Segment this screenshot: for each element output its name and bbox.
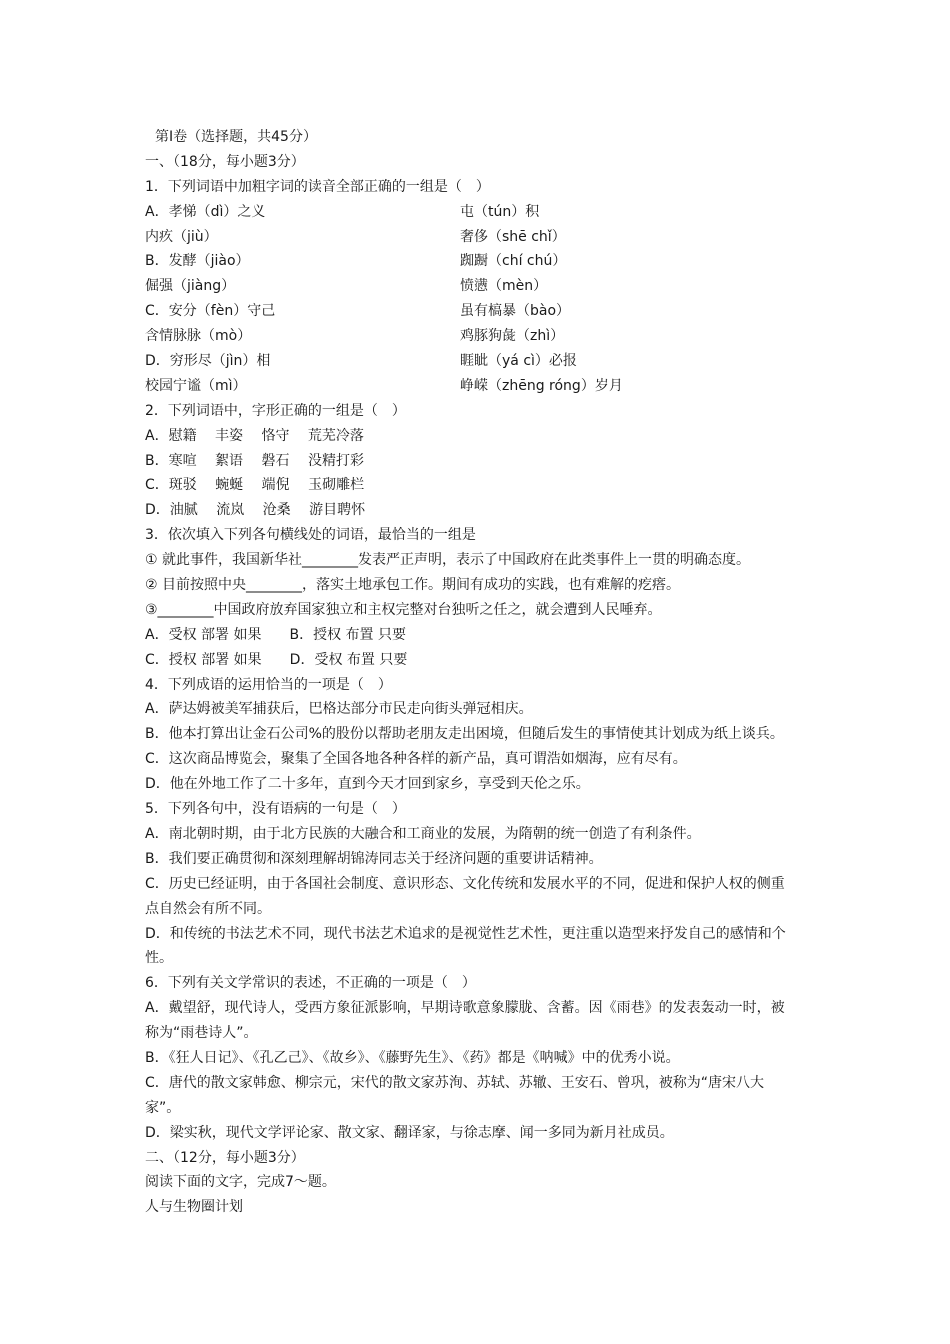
exam-content	[145, 125, 810, 1220]
q4-option: B．他本打算出让金石公司%的股份以帮助老朋友走出困境，但随后发生的事情使其计划成为纸上谈兵。	[145, 726, 784, 743]
q6-line: 称为“雨巷诗人”。	[145, 1025, 258, 1042]
q1-row	[145, 299, 810, 324]
q5-line: C．历史已经证明，由于各国社会制度、意识形态、文化传统和发展水平的不同，促进和保护人权的侧重	[145, 875, 785, 892]
reading-title: 人与生物圈计划	[145, 1199, 243, 1216]
q2-option: A．慰籍 丰姿 恪守 荒芜冷落	[145, 427, 364, 444]
q1-row-right: 峥嵘（zhēng róng）岁月	[460, 377, 623, 394]
q1-row-left: B．发酵（jiào）	[145, 253, 250, 270]
q3-option: C．授权 部署 如果 D．受权 布置 只要	[145, 651, 408, 668]
q3-stem: 3．依次填入下列各句横线处的词语，最恰当的一组是	[145, 527, 476, 544]
q1-row-left: 含情脉脉（mò）	[145, 328, 252, 345]
q1-row-right: 屯（tún）积	[460, 203, 540, 220]
q6-line: D．梁实秋，现代文学评论家、散文家、翻译家，与徐志摩、闻一多同为新月社成员。	[145, 1124, 674, 1141]
q6-stem: 6．下列有关文学常识的表述，不正确的一项是（ ）	[145, 975, 476, 992]
q6-line: B．《狂人日记》、《孔乙己》、《故乡》、《藤野先生》、《药》都是《呐喊》中的优秀小说。	[145, 1049, 680, 1066]
q4-stem: 4．下列成语的运用恰当的一项是（ ）	[145, 676, 392, 693]
q5-line: B．我们要正确贯彻和深刻理解胡锦涛同志关于经济问题的重要讲话精神。	[145, 850, 603, 867]
q1-row-left: C．安分（fèn）守己	[145, 303, 276, 320]
q5-line: 点自然会有所不同。	[145, 900, 271, 917]
q1-row	[145, 225, 810, 250]
q5-line: 性。	[145, 950, 173, 967]
q5-stem: 5．下列各句中，没有语病的一句是（ ）	[145, 801, 406, 818]
q4-option: D．他在外地工作了二十多年，直到今天才回到家乡，享受到天伦之乐。	[145, 776, 590, 793]
q1-row-left: 倔强（jiàng）	[145, 278, 236, 295]
q5-line: A．南北朝时期，由于北方民族的大融合和工商业的发展，为隋朝的统一创造了有利条件。	[145, 825, 701, 842]
q2-stem: 2．下列词语中，字形正确的一组是（ ）	[145, 402, 406, 419]
q3-sentence: ① 就此事件，我国新华社________发表严正声明，表示了中国政府在此类事件上一贯的明确态度。	[145, 552, 750, 569]
q1-row-right: 奢侈（shē chǐ）	[460, 228, 566, 245]
q1-row	[145, 274, 810, 299]
q1-row	[145, 349, 810, 374]
q1-row	[145, 249, 810, 274]
q1-stem: 1．下列词语中加粗字词的读音全部正确的一组是（ ）	[145, 178, 490, 195]
q1-row-right: 虽有槁暴（bào）	[460, 303, 571, 320]
q2-option: B．寒喧 絮语 磐石 没精打彩	[145, 452, 364, 469]
reading-instruction: 阅读下面的文字，完成7～题。	[145, 1174, 336, 1191]
section-title: 第Ⅰ卷（选择题，共45分）	[155, 129, 317, 145]
q1-row-left: A．孝悌（dì）之义	[145, 203, 266, 220]
q1-row-right: 踟蹰（chí chú）	[460, 253, 567, 270]
q3-sentence: ③________中国政府放弃国家独立和主权完整对台独听之任之，就会遭到人民唾弃。	[145, 601, 662, 618]
q1-row-left: 校园宁谧（mì）	[145, 377, 247, 394]
q5-line: D．和传统的书法艺术不同，现代书法艺术追求的是视觉性艺术性，更注重以造型来抒发自己的感情和个	[145, 925, 786, 942]
q6-line: 家”。	[145, 1099, 181, 1116]
q1-row-left: D．穷形尽（jìn）相	[145, 353, 271, 370]
q4-option: A．萨达姆被美军捕获后，巴格达部分市民走向街头弹冠相庆。	[145, 701, 533, 718]
q2-option: C．斑驳 蜿蜒 端倪 玉砌雕栏	[145, 477, 365, 494]
q1-row	[145, 324, 810, 349]
q1-row-right: 睚眦（yá cì）必报	[460, 353, 577, 370]
q6-line: A．戴望舒，现代诗人，受西方象征派影响，早期诗歌意象朦胧、含蓄。因《雨巷》的发表轰动一时，被	[145, 1000, 785, 1017]
q4-option: C．这次商品博览会，聚集了全国各地各种各样的新产品，真可谓浩如烟海，应有尽有。	[145, 751, 687, 768]
q2-option: D．油腻 流岚 沧桑 游目聘怀	[145, 502, 366, 519]
q3-sentence: ② 目前按照中央________，落实土地承包工作。期间有成功的实践，也有难解的疙瘩。	[145, 577, 680, 594]
q1-row	[145, 200, 810, 225]
q1-row-left: 内疚（jiù）	[145, 228, 218, 245]
part2-header: 二、（12分，每小题3分）	[145, 1149, 305, 1166]
q1-row	[145, 374, 810, 399]
q6-line: C．唐代的散文家韩愈、柳宗元，宋代的散文家苏洵、苏轼、苏辙、王安石、曾巩，被称为“唐宋八大	[145, 1074, 765, 1091]
q3-option: A．受权 部署 如果 B．授权 布置 只要	[145, 626, 406, 643]
part1-header: 一、（18分，每小题3分）	[145, 153, 305, 170]
q1-row-right: 鸡豚狗彘（zhì）	[460, 328, 565, 345]
q1-row-right: 愤懑（mèn）	[460, 278, 548, 295]
